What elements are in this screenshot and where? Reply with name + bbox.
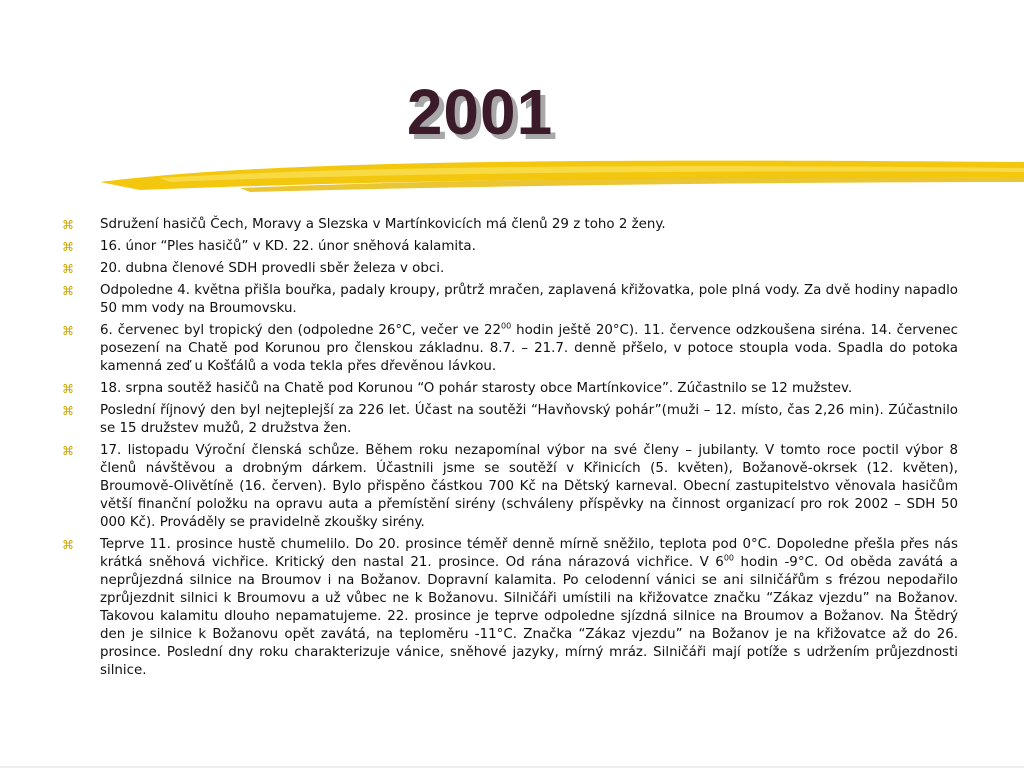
list-item	[62, 442, 958, 532]
command-key-icon: ⌘	[62, 284, 74, 298]
command-key-icon: ⌘	[62, 218, 74, 232]
text-run: Poslední říjnový den byl nejteplejší za 226 let. Účast na soutěži “Havňovský pohár”(muži – 12. místo, čas 2,26 min). Zúčastnilo se 15 družstev mužů, 2 družstva žen.	[100, 403, 958, 436]
list-item-text	[100, 260, 958, 278]
command-key-icon: ⌘	[62, 262, 74, 276]
command-key-icon: ⌘	[62, 382, 74, 396]
list-item	[62, 238, 958, 256]
command-key-icon: ⌘	[62, 404, 74, 418]
list-item	[62, 260, 958, 278]
text-run: 16. únor “Ples hasičů” v KD. 22. únor sněhová kalamita.	[100, 239, 476, 254]
list-item	[62, 402, 958, 438]
list-item-text	[100, 402, 958, 438]
text-run: hodin -9°C. Od oběda zavátá a neprůjezdná silnice na Broumov i na Božanov. Dopravní kalamita. Po celodenní vánici se ani silničářům s frézou nepodařilo zprůjezdnit silnici k Broumovu a už vůbec ne k Božanovu. Silničáři umístili na křižovatce značku “Zákaz vjezdu” na Božanov. Takovou kalamitu dlouho nepamatujeme. 22. prosince je teprve odpoledne sjízdná silnice na Broumov a Božanov. Na Štědrý den je silnice k Božanovu opět zavátá, na teploměru -11°C. Značka “Zákaz vjezdu” na Božanov je na křižovatce až do 26. prosince. Poslední dny roku charakterizuje vánice, sněhové jazyky, mírný mráz. Silničáři mají potíže s udržením průjezdnosti silnice.	[100, 555, 958, 678]
list-item-text	[100, 380, 958, 398]
list-item	[62, 322, 958, 376]
command-key-icon: ⌘	[62, 444, 74, 458]
text-run: 20. dubna členové SDH provedli sběr železa v obci.	[100, 261, 445, 276]
yellow-brush-stroke	[0, 148, 1024, 200]
text-run: Teprve 11. prosince hustě chumelilo. Do 20. prosince téměř denně mírně sněžilo, teplota pod 0°C. Dopoledne přešla přes nás krátká sněhová vichřice. Kritický den nastal 21. prosince. Od rána nárazová vichřice. V 6	[100, 537, 958, 570]
list-item	[62, 380, 958, 398]
bullet-list	[62, 216, 958, 684]
text-run: 6. červenec byl tropický den (odpoledne 26°C, večer ve 22	[100, 323, 501, 338]
list-item	[62, 216, 958, 234]
list-item	[62, 536, 958, 680]
list-item-text	[100, 442, 958, 532]
text-run: hodin ještě 20°C). 11. července odzkoušena siréna. 14. červenec posezení na Chatě pod Korunou pro členskou základnu. 8.7. – 21.7. denně přšelo, v potoce stoupla voda. Spadla do potoka kamenná zeď u Košťálů a voda tekla přes dřevěnou lávkou.	[100, 323, 958, 374]
list-item-text	[100, 282, 958, 318]
list-item-text	[100, 322, 958, 376]
text-run: Sdružení hasičů Čech, Moravy a Slezska v Martínkovicích má členů 29 z toho 2 ženy.	[100, 217, 666, 232]
text-run: 18. srpna soutěž hasičů na Chatě pod Korunou “O pohár starosty obce Martínkovice”. Zúčastnilo se 12 mužstev.	[100, 381, 853, 396]
list-item-text	[100, 238, 958, 256]
slide-title: 2001	[406, 76, 554, 148]
list-item	[62, 282, 958, 318]
superscript: 00	[723, 553, 735, 563]
text-run: 17. listopadu Výroční členská schůze. Během roku nezapomínal výbor na své členy – jubilanty. V tomto roce poctil výbor 8 členů návštěvou a drobným dárkem. Účastnili jsme se soutěží v Křinicích (5. květen), Božanově-okrsek (12. květen), Broumově-Olivětíně (16. červen). Bylo přispěno částkou 700 Kč na Dětský karneval. Obecní zastupitelstvo věnovala hasičům větší finanční položku na opravu auta a přemístění sirény (schváleny příspěvky na činnost organizací pro rok 2002 – SDH 50 000 Kč). Prováděly se pravidelně zkoušky sirény.	[100, 443, 958, 530]
list-item-text	[100, 216, 958, 234]
command-key-icon: ⌘	[62, 324, 74, 338]
command-key-icon: ⌘	[62, 538, 74, 552]
text-run: Odpoledne 4. května přišla bouřka, padaly kroupy, průtrž mračen, zaplavená křižovatka, pole plná vody. Za dvě hodiny napadlo 50 mm vody na Broumovsku.	[100, 283, 958, 316]
superscript: 00	[501, 321, 512, 331]
command-key-icon: ⌘	[62, 240, 74, 254]
list-item-text	[100, 536, 958, 680]
